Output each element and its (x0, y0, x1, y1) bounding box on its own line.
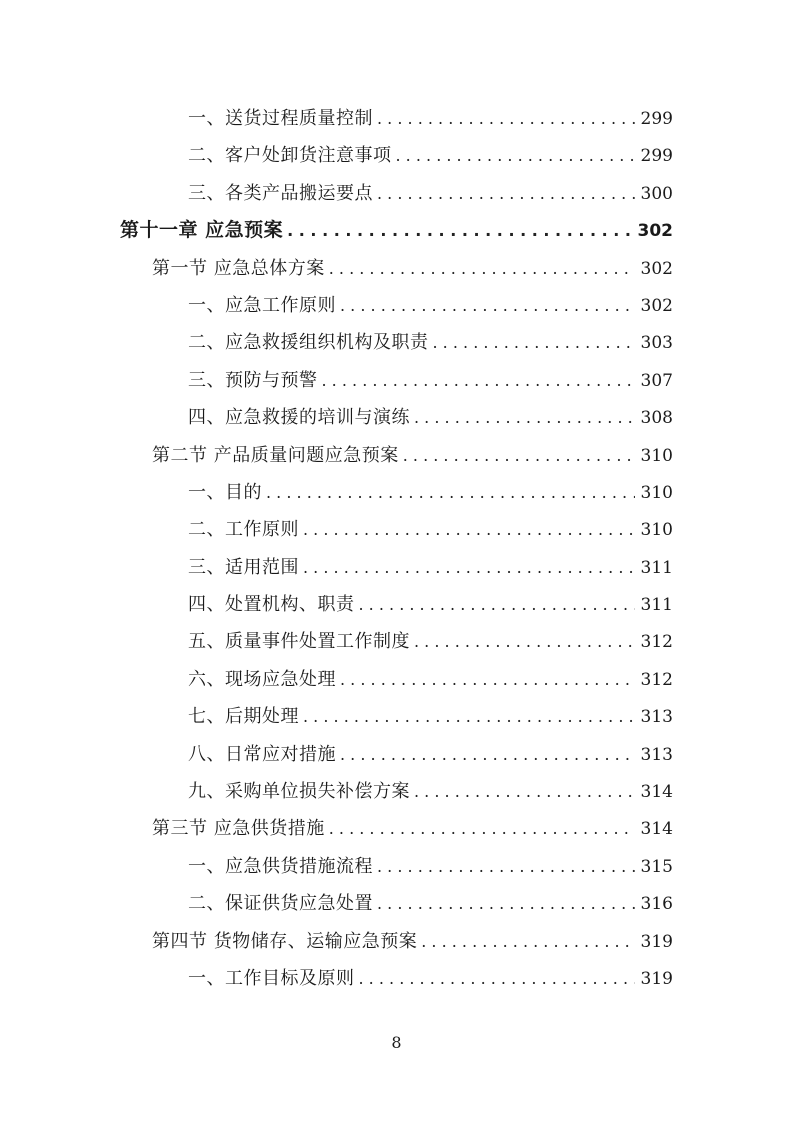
dot-leader (329, 810, 635, 847)
toc-entry-page-number: 302 (640, 295, 673, 316)
dot-leader (359, 960, 635, 997)
toc-entry-label: 第一节 应急总体方案 (152, 257, 325, 279)
toc-entry-page-number: 302 (640, 258, 673, 279)
dot-leader (414, 773, 635, 810)
dot-leader (377, 100, 635, 137)
dot-leader (433, 324, 635, 361)
dot-leader (421, 923, 634, 960)
toc-entry-label: 五、质量事件处置工作制度 (188, 631, 410, 653)
toc-entry-item[interactable] (0, 885, 793, 922)
toc-entry-item[interactable] (0, 399, 793, 436)
dot-leader (377, 175, 635, 212)
dot-leader (340, 736, 635, 773)
toc-entry-page-number: 311 (640, 557, 673, 578)
toc-entry-section[interactable] (0, 437, 793, 474)
toc-entry-item[interactable] (0, 474, 793, 511)
toc-entry-label: 三、各类产品搬运要点 (188, 182, 373, 204)
dot-leader (414, 623, 635, 660)
toc-entry-page-number: 307 (640, 370, 673, 391)
toc-entry-page-number: 319 (640, 931, 673, 952)
toc-entry-label: 二、客户处卸货注意事项 (188, 145, 392, 167)
toc-entry-label: 九、采购单位损失补偿方案 (188, 781, 410, 803)
toc-entry-page-number: 310 (640, 445, 673, 466)
dot-leader (340, 287, 635, 324)
toc-entry-section[interactable] (0, 250, 793, 287)
toc-entry-item[interactable] (0, 137, 793, 174)
toc-entry-label: 二、保证供货应急处置 (188, 893, 373, 915)
toc-entry-page-number: 310 (640, 520, 673, 541)
toc-entry-label: 六、现场应急处理 (188, 668, 336, 690)
toc-entry-label: 四、处置机构、职责 (188, 594, 355, 616)
toc-entry-item[interactable] (0, 511, 793, 548)
toc-entry-item[interactable] (0, 773, 793, 810)
toc-entry-page-number: 310 (640, 482, 673, 503)
toc-entry-item[interactable] (0, 362, 793, 399)
toc-entry-item[interactable] (0, 960, 793, 997)
toc-entry-item[interactable] (0, 549, 793, 586)
dot-leader (359, 586, 635, 623)
toc-entry-page-number: 308 (640, 408, 673, 429)
toc-entry-section[interactable] (0, 810, 793, 847)
toc-entry-page-number: 312 (640, 669, 673, 690)
toc-entry-label: 第二节 产品质量问题应急预案 (152, 444, 399, 466)
dot-leader (322, 362, 635, 399)
dot-leader (266, 474, 635, 511)
toc-entry-page-number: 302 (637, 221, 673, 242)
toc-entry-label: 四、应急救援的培训与演练 (188, 407, 410, 429)
toc-entry-chapter[interactable] (0, 212, 793, 249)
toc-entry-label: 七、后期处理 (188, 706, 299, 728)
dot-leader (377, 885, 635, 922)
toc-entry-label: 二、应急救援组织机构及职责 (188, 332, 429, 354)
toc-entry-label: 一、送货过程质量控制 (188, 108, 373, 129)
dot-leader (396, 137, 635, 174)
toc-entry-item[interactable] (0, 848, 793, 885)
toc-entry-page-number: 300 (640, 183, 673, 204)
toc-entry-item[interactable] (0, 736, 793, 773)
toc-entry-page-number: 313 (640, 744, 673, 765)
dot-leader (303, 549, 635, 586)
toc-entry-label: 一、目的 (188, 481, 262, 503)
toc-entry-item[interactable] (0, 175, 793, 212)
toc-entry-page-number: 314 (640, 782, 673, 803)
toc-entry-page-number: 303 (640, 333, 673, 354)
toc-entry-label: 八、日常应对措施 (188, 743, 336, 765)
toc-entry-item[interactable] (0, 661, 793, 698)
toc-entry-page-number: 315 (640, 856, 673, 877)
toc-entry-label: 一、工作目标及原则 (188, 967, 355, 989)
page-number: 8 (391, 1033, 402, 1052)
toc-entry-page-number: 311 (640, 595, 673, 616)
toc-entry-page-number: 312 (640, 632, 673, 653)
toc-entry-item[interactable] (0, 698, 793, 735)
toc-entry-page-number: 319 (640, 968, 673, 989)
toc-entry-label: 三、适用范围 (188, 556, 299, 578)
toc-entry-item[interactable] (0, 100, 793, 137)
table-of-contents (0, 100, 793, 997)
toc-entry-page-number: 316 (640, 894, 673, 915)
toc-entry-page-number: 299 (640, 146, 673, 167)
dot-leader (329, 250, 635, 287)
toc-entry-page-number: 299 (640, 109, 673, 129)
dot-leader (303, 698, 635, 735)
toc-entry-item[interactable] (0, 287, 793, 324)
toc-entry-page-number: 314 (640, 819, 673, 840)
dot-leader (414, 399, 635, 436)
toc-entry-label: 一、应急工作原则 (188, 294, 336, 316)
toc-entry-label: 二、工作原则 (188, 519, 299, 541)
dot-leader (377, 848, 635, 885)
toc-entry-label: 第四节 货物储存、运输应急预案 (152, 930, 418, 952)
toc-entry-item[interactable] (0, 324, 793, 361)
dot-leader (403, 437, 635, 474)
dot-leader (303, 511, 635, 548)
toc-entry-item[interactable] (0, 586, 793, 623)
toc-entry-label: 一、应急供货措施流程 (188, 855, 373, 877)
toc-entry-page-number: 313 (640, 707, 673, 728)
toc-entry-label: 第三节 应急供货措施 (152, 818, 325, 840)
toc-entry-section[interactable] (0, 923, 793, 960)
dot-leader (340, 661, 635, 698)
toc-entry-label: 三、预防与预警 (188, 369, 318, 391)
toc-entry-label: 第十一章 应急预案 (120, 219, 284, 242)
dot-leader (287, 212, 631, 249)
toc-entry-item[interactable] (0, 623, 793, 660)
